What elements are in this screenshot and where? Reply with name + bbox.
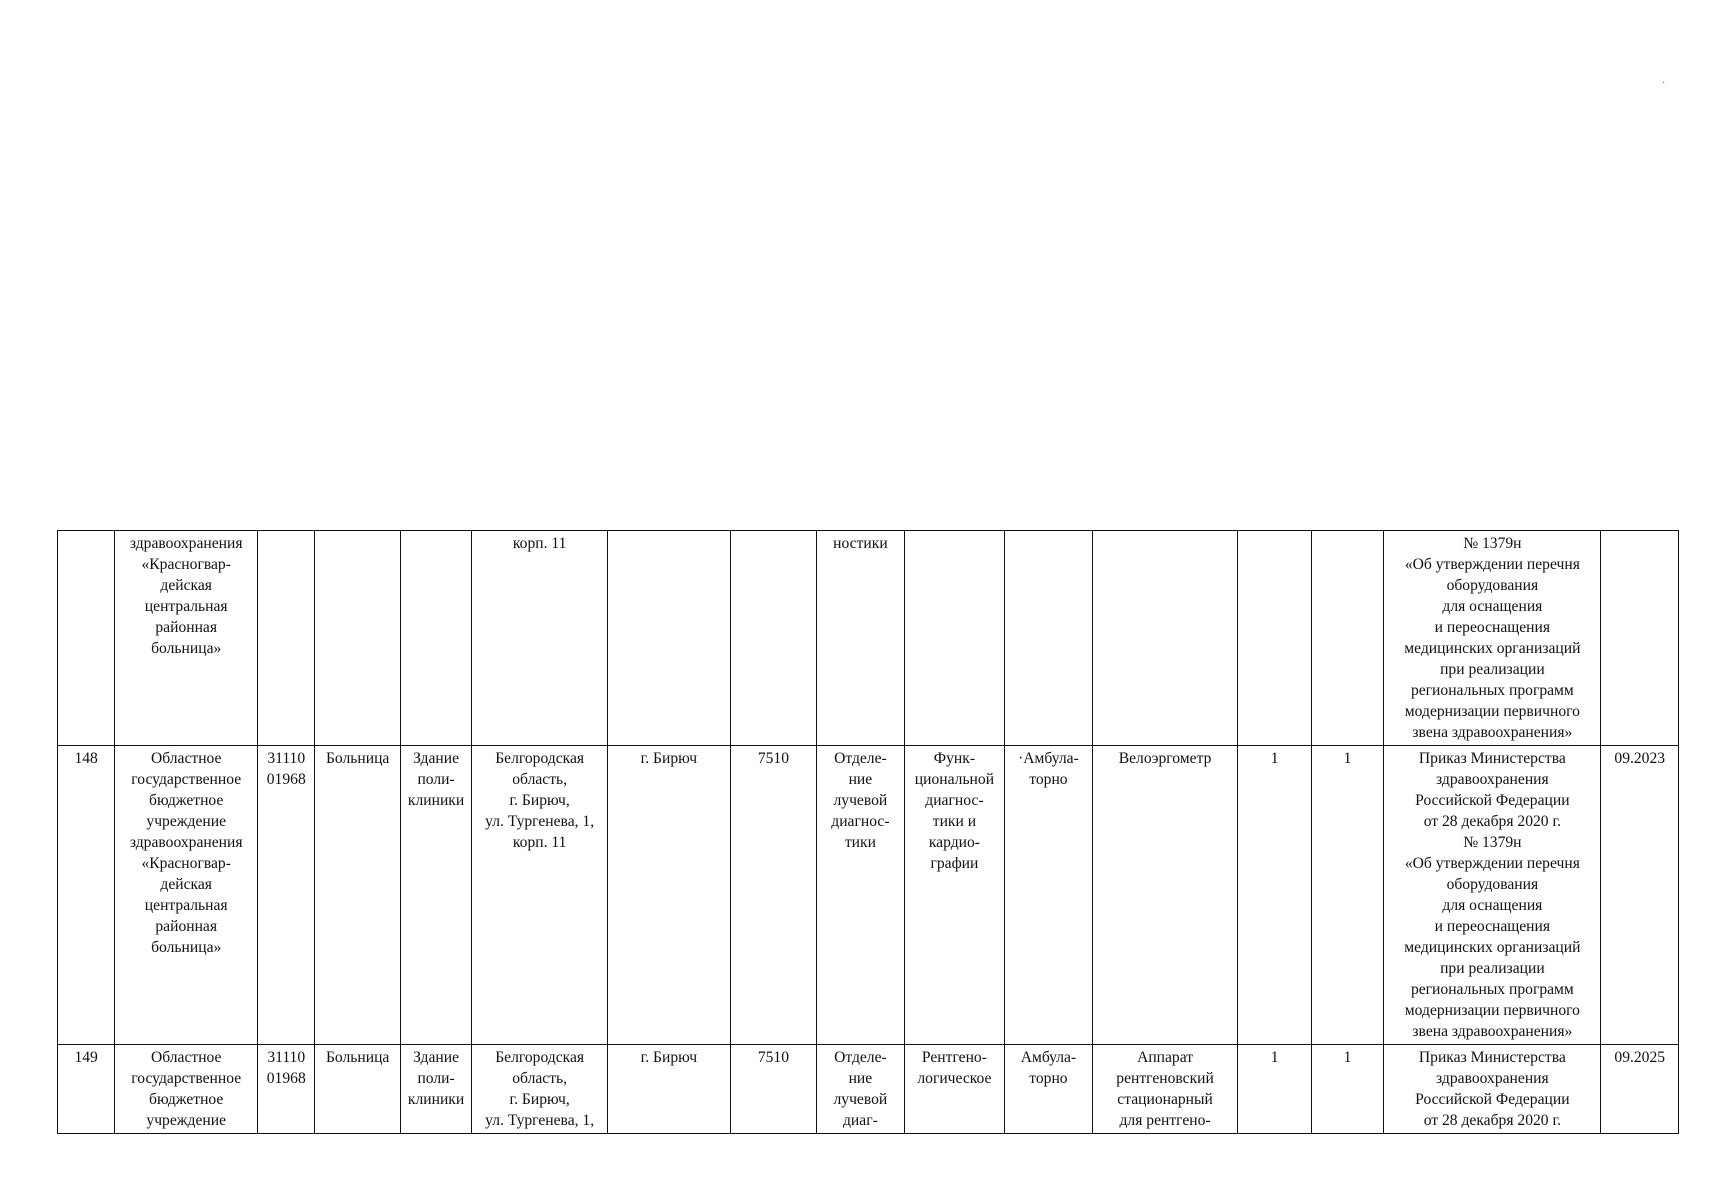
table-cell-col-10 — [904, 530, 1005, 745]
cell-line: Приказ Министерства — [1418, 749, 1566, 767]
cell-line: 7510 — [757, 749, 790, 767]
cell-line: центральная — [144, 896, 228, 914]
cell-line: Здание — [413, 1048, 460, 1066]
table-cell-col-15 — [1384, 745, 1601, 1044]
cell-line: звена здравоохранения» — [1412, 723, 1573, 741]
table-cell-col-10 — [904, 1044, 1005, 1133]
cell-line: торно — [1029, 1069, 1068, 1087]
cell-line: государственное — [131, 770, 242, 788]
table-cell-col-13 — [1238, 1044, 1311, 1133]
table-cell-col-11 — [1005, 530, 1092, 745]
cell-line: центральная — [144, 597, 228, 615]
table-cell-col-8 — [730, 1044, 816, 1133]
table-cell-col-1 — [58, 1044, 115, 1133]
table-cell-col-4 — [315, 745, 400, 1044]
cell-line: 01968 — [266, 770, 306, 788]
cell-line: 31110 — [267, 749, 306, 767]
table-cell-col-16 — [1601, 530, 1679, 745]
table-row — [58, 745, 1679, 1044]
cell-line — [1602, 533, 1677, 554]
cell-line: клиники — [407, 791, 465, 809]
cell-line: 148 — [74, 749, 98, 767]
table-cell-col-3 — [258, 1044, 315, 1133]
cell-line: 09.2023 — [1614, 749, 1666, 767]
cell-line: Рентгено- — [921, 1048, 987, 1066]
cell-line: ние — [848, 1069, 873, 1087]
cell-line: здравоохранения — [1436, 770, 1549, 788]
table-cell-col-12 — [1092, 530, 1238, 745]
cell-line — [609, 533, 729, 554]
table-cell-col-4 — [315, 1044, 400, 1133]
cell-line: Белгородская — [495, 749, 585, 767]
cell-line — [1313, 533, 1382, 554]
cell-line: бюджетное — [149, 1090, 224, 1108]
cell-line: ностики — [833, 534, 888, 552]
cell-line: региональных программ — [1410, 980, 1574, 998]
cell-line: область, — [512, 770, 568, 788]
cell-line: Областное — [150, 1048, 222, 1066]
table-cell-col-11 — [1005, 1044, 1092, 1133]
cell-line: 7510 — [757, 1048, 790, 1066]
table-cell-col-3 — [258, 530, 315, 745]
cell-line: диагнос- — [831, 812, 890, 830]
cell-line: модернизации первичного — [1404, 702, 1580, 720]
cell-line: торно — [1029, 770, 1068, 788]
cell-line: учреждение — [146, 812, 226, 830]
cell-line: диагнос- — [925, 791, 984, 809]
cell-line — [732, 533, 815, 554]
cell-line: для оснащения — [1442, 597, 1543, 615]
cell-line: районная — [155, 917, 218, 935]
table-cell-col-6 — [472, 1044, 608, 1133]
cell-line: Здание — [413, 749, 460, 767]
table-cell-col-8 — [730, 745, 816, 1044]
cell-line — [316, 533, 398, 554]
cell-line: звена здравоохранения» — [1412, 1022, 1573, 1040]
cell-line — [1006, 533, 1090, 554]
cell-line: медицинских организаций — [1404, 938, 1581, 956]
cell-line: лучевой — [833, 1090, 888, 1108]
cell-line: графии — [930, 854, 979, 872]
cell-line: «Красногвар- — [141, 854, 231, 872]
equipment-register-table — [57, 168, 1679, 1134]
table-cell-col-12 — [1092, 745, 1238, 1044]
cell-line: и переоснащения — [1434, 917, 1551, 935]
table-cell-col-14 — [1311, 530, 1383, 745]
cell-line: дейская — [160, 576, 212, 594]
table-cell-col-15 — [1384, 530, 1601, 745]
table-cell-col-14 — [1311, 1044, 1383, 1133]
cell-line: стационарный — [1117, 1090, 1213, 1108]
cell-line: ·Амбула- — [1018, 749, 1079, 767]
cell-line: оборудования — [1446, 875, 1539, 893]
table-cell-col-14 — [1311, 745, 1383, 1044]
cell-line: Больница — [325, 1048, 390, 1066]
table-cell-col-4 — [315, 530, 400, 745]
cell-line: корп. 11 — [512, 833, 567, 851]
cell-line: дейская — [160, 875, 212, 893]
cell-line: Российской Федерации — [1415, 1090, 1570, 1108]
cell-line: государственное — [131, 1069, 242, 1087]
column-number-row — [58, 510, 1679, 530]
table-cell-col-16 — [1601, 745, 1679, 1044]
table-cell-col-6 — [472, 745, 608, 1044]
table-cell-col-9 — [817, 745, 904, 1044]
table-cell-col-10 — [904, 745, 1005, 1044]
cell-line: 1 — [1343, 749, 1352, 767]
cell-line: Отделе- — [834, 749, 887, 767]
cell-line: поли- — [417, 770, 455, 788]
cell-line: рентгеновский — [1116, 1069, 1214, 1087]
cell-line: 1 — [1343, 1048, 1352, 1066]
cell-line: 31110 — [267, 1048, 306, 1066]
cell-line: г. Бирюч, — [509, 1090, 570, 1108]
cell-line: корп. 11 — [512, 534, 567, 552]
cell-line: здравоохранения — [1436, 1069, 1549, 1087]
cell-line: тики и — [932, 812, 977, 830]
cell-line: при реализации — [1440, 959, 1545, 977]
cell-line: «Об утверждении перечня — [1404, 555, 1580, 573]
cell-line: циональной — [914, 770, 995, 788]
table-row — [58, 1044, 1679, 1133]
cell-line: больница» — [151, 639, 222, 657]
cell-line: лучевой — [833, 791, 888, 809]
table-row — [58, 530, 1679, 745]
table-cell-col-2 — [115, 1044, 258, 1133]
cell-line: от 28 декабря 2020 г. — [1423, 812, 1562, 830]
table-cell-col-1 — [58, 745, 115, 1044]
cell-line: региональных программ — [1410, 681, 1574, 699]
cell-line: ние — [848, 770, 873, 788]
cell-line: Велоэргометр — [1118, 749, 1212, 767]
cell-line: от 28 декабря 2020 г. — [1423, 1111, 1562, 1129]
cell-line: № 1379н — [1463, 833, 1522, 851]
cell-line: г. Бирюч — [640, 749, 698, 767]
table-cell-col-3 — [258, 745, 315, 1044]
cell-line: поли- — [417, 1069, 455, 1087]
cell-line: кардио- — [928, 833, 980, 851]
cell-line: диаг- — [843, 1111, 878, 1129]
table-cell-col-7 — [608, 1044, 731, 1133]
cell-line: больница» — [151, 938, 222, 956]
cell-line: г. Бирюч, — [509, 791, 570, 809]
cell-line — [59, 533, 113, 554]
cell-line — [1094, 533, 1237, 554]
cell-line: и переоснащения — [1434, 618, 1551, 636]
cell-line: № 1379н — [1463, 534, 1522, 552]
cell-line — [259, 533, 313, 554]
table-cell-col-5 — [400, 530, 471, 745]
cell-line: г. Бирюч — [640, 1048, 698, 1066]
cell-line: тики — [844, 833, 876, 851]
scan-speck: · — [1662, 78, 1666, 89]
cell-line: клиники — [407, 1090, 465, 1108]
table-cell-col-6 — [472, 530, 608, 745]
cell-line: Амбула- — [1020, 1048, 1077, 1066]
cell-line: модернизации первичного — [1404, 1001, 1580, 1019]
cell-line: логическое — [917, 1069, 992, 1087]
table-cell-col-9 — [817, 1044, 904, 1133]
cell-line: оборудования — [1446, 576, 1539, 594]
table-cell-col-11 — [1005, 745, 1092, 1044]
cell-line: Функ- — [933, 749, 976, 767]
header-row — [58, 168, 1679, 510]
cell-line: медицинских организаций — [1404, 639, 1581, 657]
cell-line: для оснащения — [1442, 896, 1543, 914]
cell-line: 149 — [74, 1048, 98, 1066]
table-cell-col-9 — [817, 530, 904, 745]
cell-line: здравоохранения — [129, 833, 243, 851]
cell-line: при реализации — [1440, 660, 1545, 678]
cell-line: ул. Тургенева, 1, — [485, 1111, 595, 1129]
cell-line: Приказ Министерства — [1418, 1048, 1566, 1066]
cell-line: ул. Тургенева, 1, — [485, 812, 595, 830]
cell-line — [1239, 533, 1309, 554]
table-cell-col-2 — [115, 530, 258, 745]
cell-line: для рентгено- — [1119, 1111, 1211, 1129]
cell-line: Областное — [150, 749, 222, 767]
cell-line: Больница — [325, 749, 390, 767]
table-cell-col-15 — [1384, 1044, 1601, 1133]
cell-line: учреждение — [146, 1111, 226, 1129]
cell-line: Отделе- — [834, 1048, 887, 1066]
cell-line: 1 — [1270, 749, 1279, 767]
cell-line: здравоохранения — [129, 534, 243, 552]
table-cell-col-8 — [730, 530, 816, 745]
cell-line: область, — [512, 1069, 568, 1087]
table-cell-col-2 — [115, 745, 258, 1044]
cell-line: бюджетное — [149, 791, 224, 809]
cell-line — [906, 533, 1004, 554]
table-cell-col-13 — [1238, 530, 1311, 745]
table-cell-col-7 — [608, 745, 731, 1044]
cell-line — [402, 533, 470, 554]
table-cell-col-7 — [608, 530, 731, 745]
table-cell-col-13 — [1238, 745, 1311, 1044]
table-cell-col-5 — [400, 745, 471, 1044]
table-cell-col-5 — [400, 1044, 471, 1133]
table-cell-col-12 — [1092, 1044, 1238, 1133]
cell-line: Российской Федерации — [1415, 791, 1570, 809]
cell-line: 09.2025 — [1614, 1048, 1666, 1066]
cell-line: «Об утверждении перечня — [1404, 854, 1580, 872]
cell-line: Аппарат — [1137, 1048, 1194, 1066]
table-cell-col-16 — [1601, 1044, 1679, 1133]
cell-line: Белгородская — [495, 1048, 585, 1066]
cell-line: 01968 — [266, 1069, 306, 1087]
cell-line: 1 — [1270, 1048, 1279, 1066]
cell-line: «Красногвар- — [141, 555, 231, 573]
table-cell-col-1 — [58, 530, 115, 745]
cell-line: районная — [155, 618, 218, 636]
